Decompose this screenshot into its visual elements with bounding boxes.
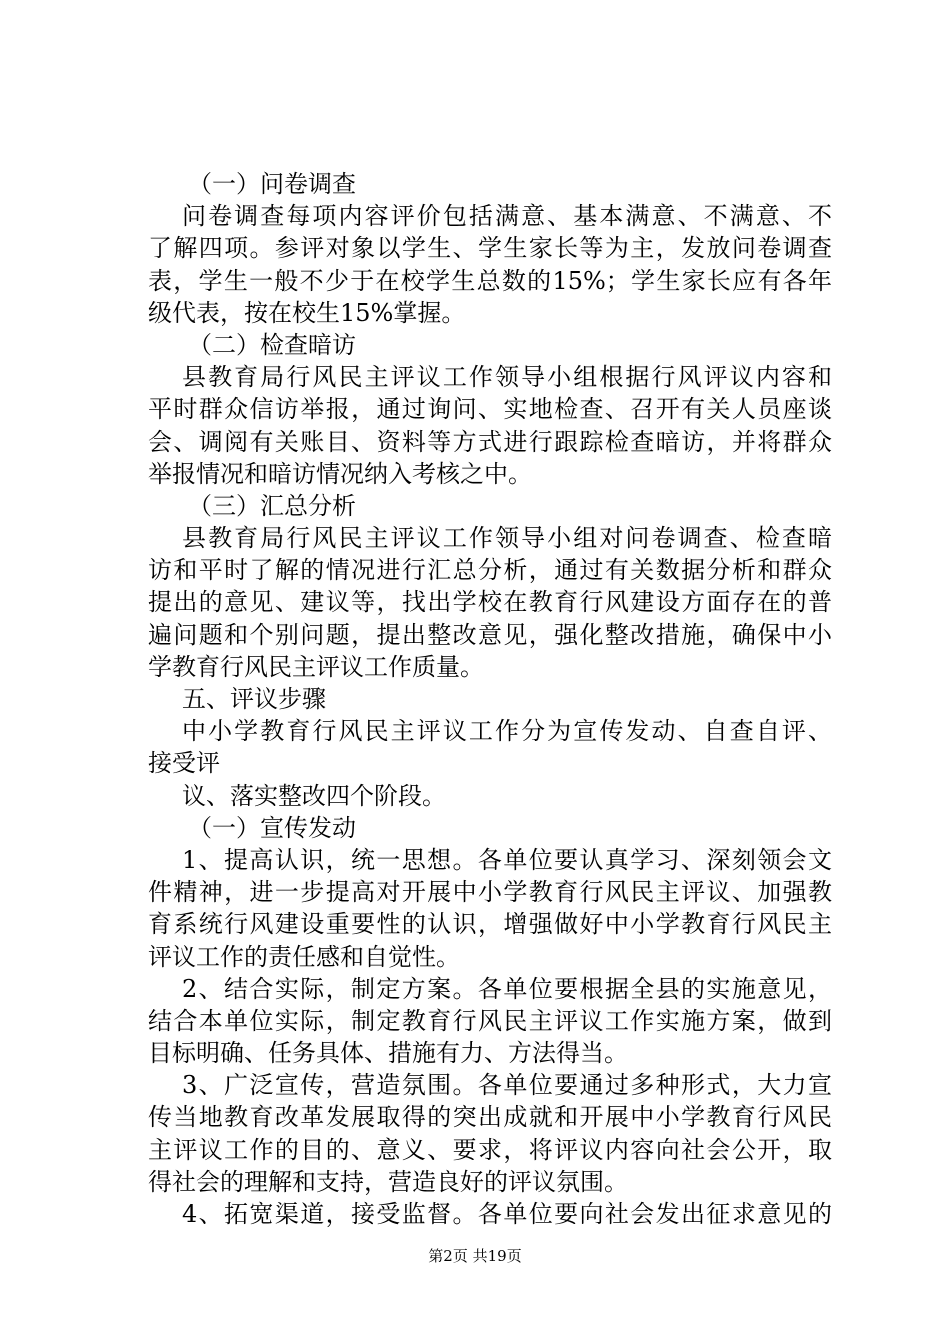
paragraph-line: 提出的意见、建议等，找出学校在教育行风建设方面存在的普 [148, 588, 832, 617]
section-heading: （一）宣传发动 [188, 813, 356, 842]
section-heading: （三）汇总分析 [188, 491, 356, 520]
paragraph-line: 评议工作的责任感和自觉性。 [148, 942, 460, 971]
section-heading: （一）问卷调查 [188, 170, 356, 198]
section-heading: （二）检查暗访 [188, 330, 356, 359]
paragraph-line: 中小学教育行风民主评议工作分为宣传发动、自查自评、 [182, 717, 832, 746]
paragraph-line: 接受评 [148, 749, 220, 778]
paragraph-line: 目标明确、任务具体、措施有力、方法得当。 [148, 1039, 628, 1068]
paragraph-line: 遍问题和个别问题，提出整改意见，强化整改措施，确保中小 [148, 620, 832, 649]
paragraph-line: 会、调阅有关账目、资料等方式进行跟踪检查暗访，并将群众 [148, 427, 832, 456]
paragraph-line: 学教育行风民主评议工作质量。 [148, 652, 484, 681]
paragraph-line: 2、结合实际，制定方案。各单位要根据全县的实施意见， [182, 974, 832, 1003]
page-number-footer: 第2页 共19页 [428, 1247, 522, 1265]
paragraph-line: 传当地教育改革发展取得的突出成就和开展中小学教育行风民 [148, 1103, 832, 1132]
paragraph-line: 育系统行风建设重要性的认识，增强做好中小学教育行风民主 [148, 910, 832, 939]
paragraph-line: 访和平时了解的情况进行汇总分析，通过有关数据分析和群众 [148, 556, 832, 585]
paragraph-line: 件精神，进一步提高对开展中小学教育行风民主评议、加强教 [148, 878, 832, 907]
paragraph-line: 问卷调查每项内容评价包括满意、基本满意、不满意、不 [182, 202, 832, 231]
paragraph-line: 主评议工作的目的、意义、要求，将评议内容向社会公开，取 [148, 1135, 832, 1164]
paragraph-line: 得社会的理解和支持，营造良好的评议氛围。 [148, 1167, 628, 1196]
paragraph-line: 县教育局行风民主评议工作领导小组根据行风评议内容和 [182, 363, 832, 392]
paragraph-line: 平时群众信访举报，通过询问、实地检查、召开有关人员座谈 [148, 395, 832, 424]
paragraph-line: 3、广泛宣传，营造氛围。各单位要通过多种形式，大力宣 [182, 1071, 832, 1100]
paragraph-line: 4、拓宽渠道，接受监督。各单位要向社会发出征求意见的 [182, 1200, 832, 1228]
paragraph-line: 结合本单位实际，制定教育行风民主评议工作实施方案，做到 [148, 1006, 832, 1035]
paragraph-line: 了解四项。参评对象以学生、学生家长等为主，发放问卷调查 [148, 234, 832, 263]
paragraph-line: 表，学生一般不少于在校学生总数的15%；学生家长应有各年 [148, 266, 832, 295]
paragraph-line: 1、提高认识，统一思想。各单位要认真学习、深刻领会文 [182, 845, 832, 874]
document-body [148, 168, 832, 1230]
paragraph-line: 县教育局行风民主评议工作领导小组对问卷调查、检查暗 [182, 524, 832, 553]
paragraph-line: 举报情况和暗访情况纳入考核之中。 [148, 459, 532, 488]
paragraph-line: 议、落实整改四个阶段。 [182, 781, 446, 810]
section-heading: 五、评议步骤 [182, 685, 326, 713]
paragraph-line: 级代表，按在校生15%掌握。 [148, 298, 466, 327]
